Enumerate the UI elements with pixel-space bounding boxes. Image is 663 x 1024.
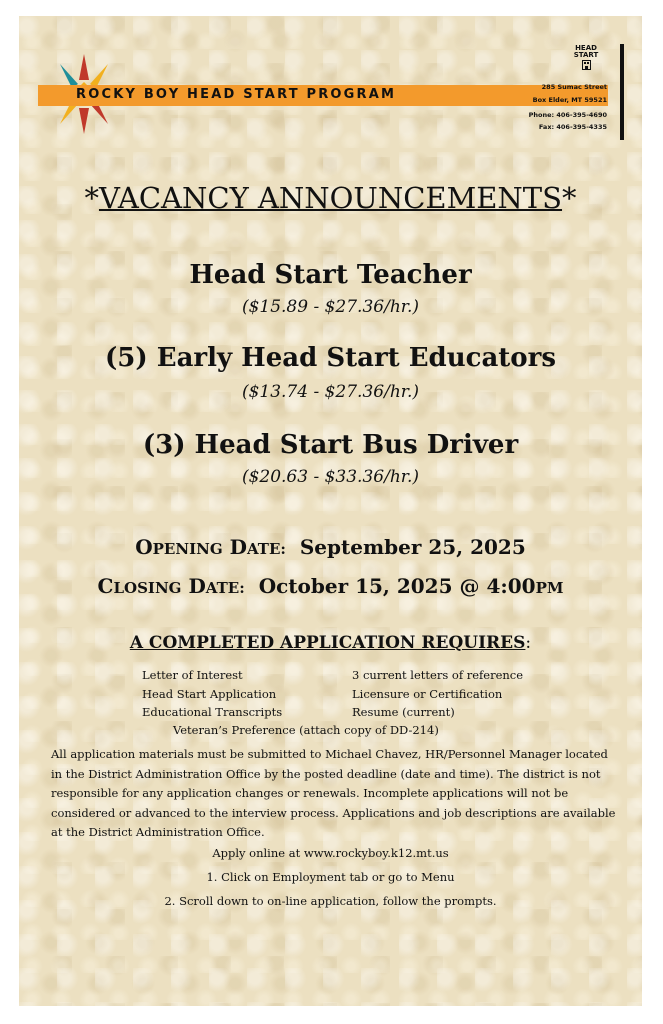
closing-date-label: CLOSING DATE: [97, 574, 245, 598]
apply-step-2: 2. Scroll down to on-line application, follow the prompts. [164, 894, 497, 908]
opening-date-label: OPENING DATE: [135, 535, 286, 559]
title-suffix: * [562, 181, 577, 215]
head-start-logo-line1: HEAD [575, 44, 597, 52]
closing-date-value: October 15, 2025 @ 4:00 [258, 574, 536, 598]
apply-step-1: 1. Click on Employment tab or go to Menu [206, 870, 455, 884]
requirement-item: Educational Transcripts [142, 705, 283, 719]
requirement-item: Letter of Interest [142, 668, 243, 682]
apply-online: Apply online at www.rockyboy.k12.mt.us [212, 846, 449, 860]
program-name: ROCKY BOY HEAD START PROGRAM [76, 87, 397, 102]
position-title: Head Start Teacher [189, 260, 472, 290]
requirement-item: 3 current letters of reference [352, 668, 524, 682]
closing-date-suffix: PM [535, 579, 564, 597]
position-title: (3) Head Start Bus Driver [142, 430, 519, 460]
requirements-heading [19, 633, 642, 653]
position-pay: ($20.63 - $33.36/hr.) [241, 467, 420, 487]
closing-date [19, 574, 642, 598]
fax-number: Fax: 406-395-4335 [538, 123, 607, 131]
requirement-item: Head Start Application [142, 687, 277, 701]
address-city: Box Elder, MT 59521 [532, 96, 607, 104]
head-start-logo-line2: START [573, 51, 599, 59]
requirements-heading-text: A COMPLETED APPLICATION REQUIRES [129, 633, 526, 653]
opening-date-value: September 25, 2025 [299, 535, 526, 559]
header-divider [620, 44, 624, 140]
star-point-s [79, 108, 89, 134]
submission-instructions: All application materials must be submitted to Michael Chavez, HR/Personnel Manager located in the District Administration Office by the posted deadline (date and time). The district is not responsible for any application changes or renewals. Incomplete applications will not be considered or advanced to the interview process. Applications and job descriptions are available at the District Administration Office. [51, 747, 616, 839]
address-street: 285 Sumac Street [541, 83, 607, 91]
requirements-heading-colon: : [525, 633, 532, 653]
title-text: VACANCY ANNOUNCEMENTS [98, 181, 563, 215]
star-point-n [79, 54, 89, 80]
title-prefix: * [84, 181, 99, 215]
phone-number: Phone: 406-395-4690 [528, 111, 607, 119]
position-pay: ($15.89 - $27.36/hr.) [241, 297, 420, 317]
requirement-item: Resume (current) [352, 705, 455, 719]
veteran-preference: Veteran’s Preference (attach copy of DD-214) [173, 723, 439, 737]
opening-date [19, 535, 642, 559]
position-pay: ($13.74 - $27.36/hr.) [241, 382, 420, 402]
head-start-logo [566, 45, 606, 72]
requirement-item: Licensure or Certification [352, 687, 503, 701]
building-icon [582, 60, 591, 70]
position-title: (5) Early Head Start Educators [105, 343, 556, 373]
page-title [19, 181, 642, 215]
